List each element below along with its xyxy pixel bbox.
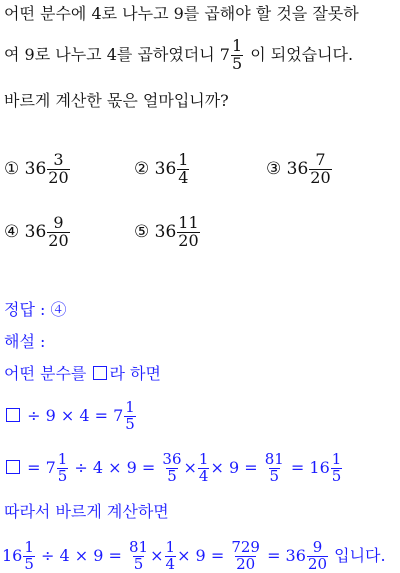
option-5-whole: 36 [154, 221, 177, 242]
eq3-f2-den: 5 [133, 554, 144, 573]
eq3-e: = 36 [267, 545, 306, 565]
option-4-numerator: 9 [53, 213, 64, 232]
eq2-f3-num: 1 [198, 450, 209, 468]
option-4[interactable] [4, 215, 71, 250]
option-1-mark: ① [4, 158, 20, 179]
eq2-f1-den: 5 [57, 466, 68, 485]
eq3-fraction-1 [23, 540, 35, 573]
eq2-fraction-3 [198, 452, 210, 485]
option-2-numerator: 1 [178, 150, 189, 169]
option-1[interactable] [4, 152, 71, 187]
eq2-f4-den: 5 [269, 466, 280, 485]
equation-1 [4, 400, 137, 433]
eq3-f1-den: 5 [24, 554, 34, 573]
equation-3 [2, 540, 386, 573]
option-5-fraction [177, 215, 199, 250]
eq3-fraction-2 [128, 540, 149, 573]
option-3-denominator: 20 [310, 167, 331, 187]
eq3-fraction-5 [307, 540, 328, 573]
option-2-whole: 36 [154, 158, 177, 179]
eq3-f3-num: 1 [165, 538, 176, 556]
option-2-denominator: 4 [178, 167, 189, 187]
eq2-f2-num: 36 [162, 450, 182, 468]
answer-line: 정답 : ④ [4, 300, 67, 319]
eq2-c: × [183, 457, 197, 477]
option-5[interactable] [134, 215, 201, 250]
intro-post: 라 하면 [109, 364, 161, 383]
eq3-d: × 9 = [177, 545, 225, 565]
eq2-fraction-2 [161, 452, 182, 485]
eq1-numerator: 1 [125, 398, 135, 416]
eq1-fraction [124, 400, 136, 433]
option-3-whole: 36 [286, 158, 309, 179]
eq2-b: ÷ 4 × 9 = [74, 457, 156, 477]
eq3-f5-num: 9 [312, 538, 323, 556]
option-1-fraction [47, 152, 69, 187]
eq2-a: = 7 [27, 457, 56, 477]
empty-box-symbol [93, 366, 107, 380]
option-1-denominator: 20 [48, 167, 69, 187]
eq3-f4-den: 20 [236, 554, 256, 573]
eq3-fraction-4 [230, 540, 261, 573]
option-4-fraction [47, 215, 69, 250]
eq3-f5-den: 20 [307, 554, 328, 573]
eq3-b: ÷ 4 × 9 = [41, 545, 122, 565]
empty-box-symbol [6, 408, 20, 422]
eq3-a: 16 [2, 545, 23, 565]
option-4-denominator: 20 [48, 230, 69, 250]
eq3-f2-num: 81 [129, 538, 149, 556]
option-3-mark: ③ [266, 158, 282, 179]
eq3-fraction-3 [165, 540, 177, 573]
question-fraction-numerator: 1 [232, 36, 243, 55]
option-1-numerator: 3 [53, 150, 64, 169]
explanation-label: 해설 : [4, 332, 46, 351]
question-line-2-post: 이 되었습니다. [250, 44, 354, 64]
option-3[interactable] [266, 152, 333, 187]
eq2-f5-num: 1 [331, 450, 342, 468]
question-fraction-denominator: 5 [232, 53, 243, 73]
equation-2 [4, 452, 343, 485]
eq2-f4-num: 81 [264, 450, 284, 468]
option-2-mark: ② [134, 158, 150, 179]
empty-box-symbol [6, 460, 20, 474]
then-line: 따라서 바르게 계산하면 [4, 502, 169, 521]
eq3-tail: 입니다. [334, 545, 386, 565]
option-5-mark: ⑤ [134, 221, 150, 242]
eq2-f5-den: 5 [331, 466, 342, 485]
intro-pre: 어떤 분수를 [4, 364, 87, 383]
eq2-e: = 16 [290, 457, 330, 477]
eq1-mid: ÷ 9 × 4 = 7 [27, 405, 124, 425]
eq1-denominator: 5 [125, 414, 135, 433]
eq2-f3-den: 4 [198, 466, 209, 485]
eq2-f1-num: 1 [57, 450, 68, 468]
option-4-mark: ④ [4, 221, 20, 242]
option-5-numerator: 11 [178, 213, 199, 232]
option-3-fraction [309, 152, 331, 187]
question-line-1: 어떤 분수에 4로 나누고 9를 곱해야 할 것을 잘못하 [4, 4, 359, 23]
eq2-f2-den: 5 [167, 466, 177, 485]
eq3-f4-num: 729 [231, 538, 260, 556]
eq3-f3-den: 4 [165, 554, 176, 573]
option-5-denominator: 20 [178, 230, 199, 250]
explanation-intro [4, 364, 161, 384]
eq2-fraction-4 [264, 452, 285, 485]
question-line-2 [4, 38, 353, 73]
option-4-whole: 36 [24, 221, 47, 242]
option-2-fraction [177, 152, 189, 187]
question-fraction [231, 38, 243, 73]
question-line-2-pre: 여 9로 나누고 4를 곱하였더니 7 [4, 44, 230, 64]
eq2-d: × 9 = [210, 457, 258, 477]
eq3-f1-num: 1 [24, 538, 34, 556]
eq3-c: × [150, 545, 164, 565]
option-3-numerator: 7 [315, 150, 326, 169]
eq2-fraction-1 [57, 452, 69, 485]
question-line-3: 바르게 계산한 몫은 얼마입니까? [4, 91, 229, 110]
option-1-whole: 36 [24, 158, 47, 179]
eq2-fraction-5 [331, 452, 343, 485]
option-2[interactable] [134, 152, 190, 187]
